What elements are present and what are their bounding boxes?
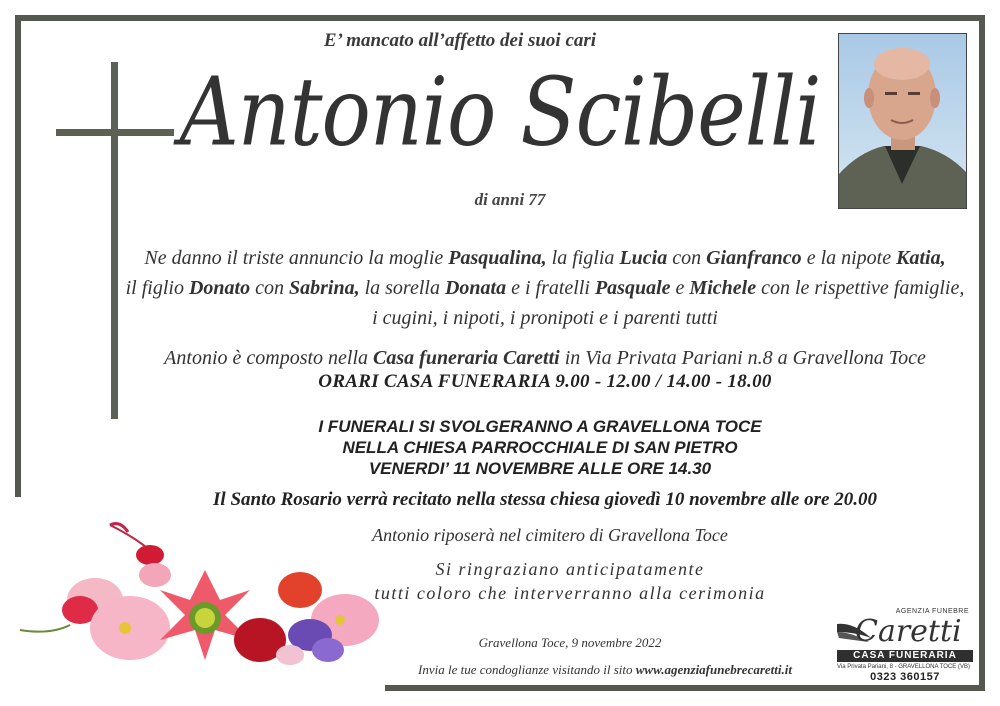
notice-date: Gravellona Toce, 9 novembre 2022 [478,635,662,650]
flowers-decoration [10,510,380,700]
thanks-text: Si ringraziano anticipatamente tutti coloro che interverranno alla cerimonia [374,559,766,603]
funeral-agency-logo [835,608,975,683]
family-name: Donato [188,277,251,299]
frame-left [15,15,21,497]
family-name: Gianfranco [706,247,802,269]
funeral-home-name: Casa funeraria Caretti [373,347,560,369]
funeral-info: I FUNERALI SI SVOLGERANNO A GRAVELLONA TOCE NELLA CHIESA PARROCCHIALE DI SAN PIETRO VENERDI’ 11 NOVEMBRE ALLE ORE 14.30 [318,417,762,478]
logo-name: Caretti [855,614,962,649]
deceased-name: Antonio Scibelli [179,58,821,168]
family-name: Donata [444,277,507,299]
family-name: Katia, [896,247,946,269]
family-name: Pasqualina, [448,247,547,269]
age-text: di anni 77 [474,190,546,209]
family-name: Pasquale [594,277,671,299]
frame-top [15,15,985,21]
frame-bottom [385,685,985,691]
condolences-text: Invia le tue condoglianze visitando il sito www.agenziafunebrecaretti.it [418,662,792,677]
logo-bar: CASA FUNERARIA [837,650,973,662]
intro-text: E’ mancato all’affetto dei suoi cari [323,30,597,51]
website-link[interactable]: www.agenziafunebrecaretti.it [635,662,792,677]
rosary-info: Il Santo Rosario verrà recitato nella stessa chiesa giovedì 10 novembre alle ore 20.00 [213,489,877,510]
announcement-text: Ne danno il triste annuncio la moglie Pasqualina, la figlia Lucia con Gianfranco e la nipote Katia, il figlio Donato con Sabrina, la sorella Donata e i fratelli Pasquale e Michele con le rispettive famiglie, i cugini, i nipoti, i pronipoti e i parenti tutti [125,247,965,329]
opening-hours: ORARI CASA FUNERARIA 9.00 - 12.00 / 14.00 - 18.00 [318,371,772,392]
lying-in-state-text: Antonio è composto nella Casa funeraria Caretti in Via Privata Pariani n.8 a Gravellona Toce [164,347,926,369]
logo-phone: 0323 360157 [870,671,940,683]
family-name: Sabrina, [288,277,360,299]
family-name: Michele [689,277,757,299]
family-name: Lucia [619,247,668,269]
cross-arm [56,129,174,136]
burial-info: Antonio riposerà nel cimitero di Gravellona Toce [372,525,728,545]
logo-agency-label: AGENZIA FUNEBRE [895,608,969,615]
logo-address: Via Privata Pariani, 8 - GRAVELLONA TOCE (VB) [837,664,970,670]
portrait-photo [838,33,967,209]
